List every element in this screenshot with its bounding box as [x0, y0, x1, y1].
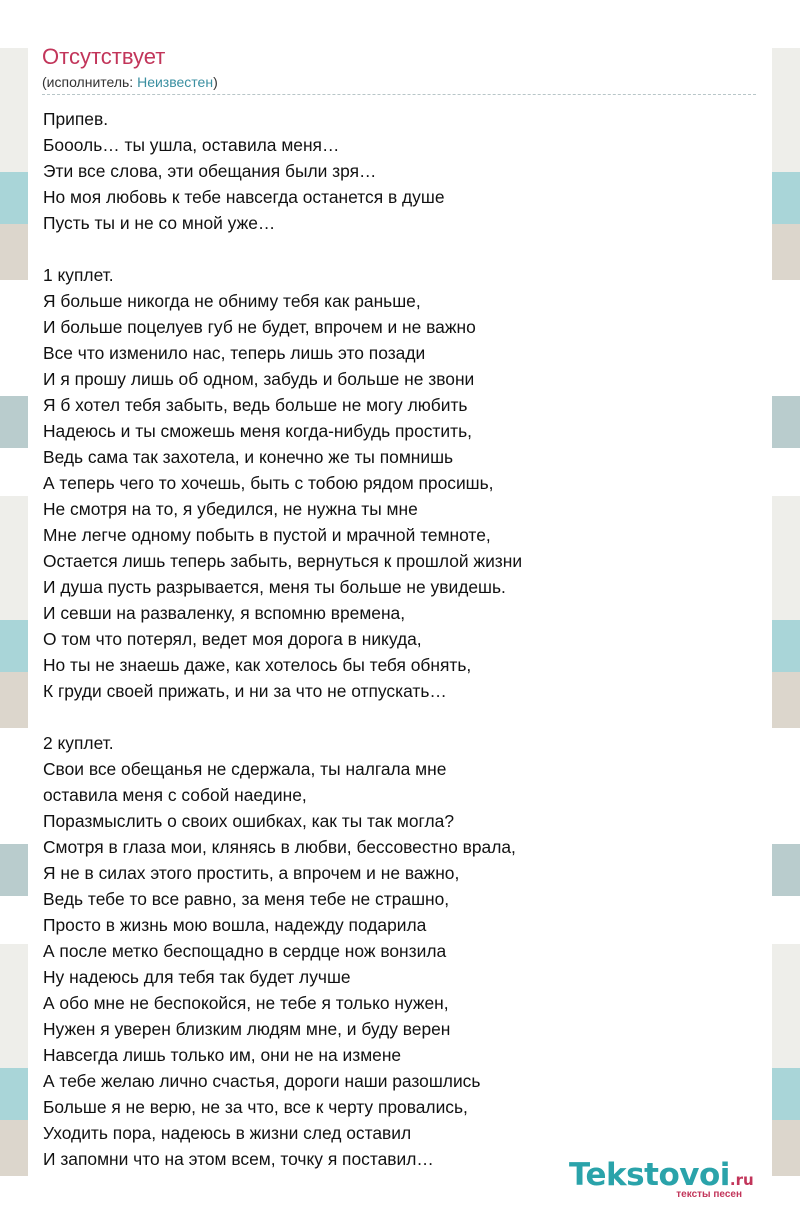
artist-suffix: ) [213, 74, 218, 90]
artist-link[interactable]: Неизвестен [137, 74, 214, 90]
artist-line [42, 72, 756, 92]
logo-wordmark [569, 1156, 774, 1199]
artist-prefix: (исполнитель: [42, 74, 138, 90]
lyrics-text: Припев. Боооль… ты ушла, оставила меня… Эти все слова, эти обещания были зря… Но моя любовь к тебе навсегда останется в душе Пусть ты и не со мной уже… 1 куплет. Я больше никогда не обниму тебя как раньше, И больше поцелуев губ не будет, впрочем и не важно Все что изменило нас, теперь лишь это позади И я прошу лишь об одном, забудь и больше не звони Я б хотел тебя забыть, ведь больше не могу любить Надеюсь и ты сможешь меня когда-нибудь простить, Ведь сама так захотела, и конечно же ты помнишь А теперь чего то хочешь, быть с тобою рядом просишь, Не смотря на то, я убедился, не нужна ты мне Мне легче одному побыть в пустой и мрачной темноте, Остается лишь теперь забыть, вернуться к прошлой жизни И душа пусть разрывается, меня ты больше не увидешь. И севши на разваленку, я вспомню времена, О том что потерял, ведет моя дорога в никуда, Но ты не знаешь даже, как хотелось бы тебя обнять, К груди своей прижать, и ни за что не отпускать… 2 куплет. Свои все обещанья не сдержала, ты налгала мне оставила меня с собой наедине, Поразмыслить о своих ошибках, как ты так могла? Смотря в глаза мои, клянясь в любви, бессовестно врала, Я не в силах этого простить, а впрочем и не важно, Ведь тебе то все равно, за меня тебе не страшно, Просто в жизнь мою вошла, надежду подарила А после метко беспощадно в сердце нож вонзила Ну надеюсь для тебя так будет лучше А обо мне не беспокойся, не тебе я только нужен, Нужен я уверен близким людям мне, и буду верен Навсегда лишь только им, они не на измене А тебе желаю лично счастья, дороги наши разошлись Больше я не верю, не за что, все к черту провались, Уходить пора, надеюсь в жизни след оставил И запомни что на этом всем, точку я поставил… [43, 109, 523, 1169]
logo-name: Tekstovoi [569, 1157, 730, 1193]
song-title: Отсутствует [42, 44, 166, 69]
logo-tld: .ru [729, 1171, 754, 1189]
song-header [42, 44, 756, 95]
site-logo [569, 1156, 774, 1206]
logo-tagline: тексты песен [676, 1189, 742, 1200]
